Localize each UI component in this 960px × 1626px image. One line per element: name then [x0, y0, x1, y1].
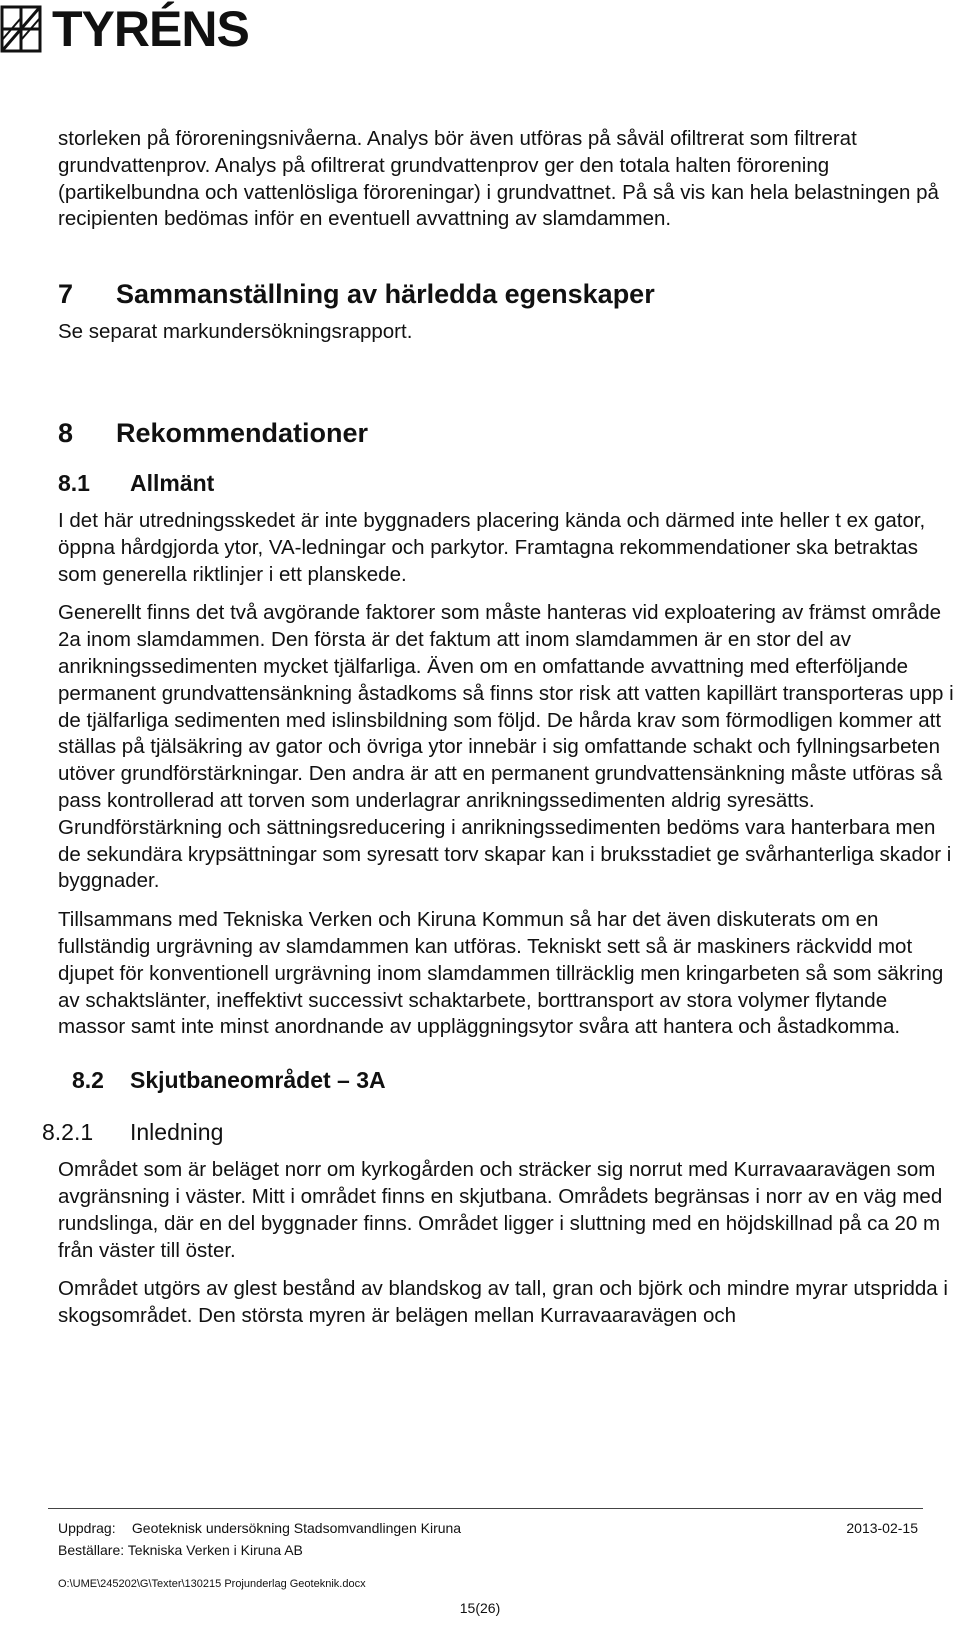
tyrens-logo-icon — [0, 5, 42, 53]
document-body — [42, 126, 958, 1342]
footer-page-number: 15(26) — [459, 1600, 501, 1616]
section-7-number: 7 — [58, 279, 74, 310]
section-8-2-1-title: Inledning — [130, 1119, 224, 1146]
section-8-1-heading — [58, 468, 958, 498]
section-7-heading — [58, 277, 958, 311]
footer-assignment — [58, 1520, 461, 1536]
footer-client-label: Beställare: — [58, 1542, 125, 1558]
footer-date: 2013-02-15 — [846, 1520, 918, 1536]
section-8-1-paragraph-1: I det här utredningsskedet är inte byggnaders placering kända och därmed inte heller t ex gator, öppna hårdgjorda ytor, VA-ledningar och parkytor. Framtagna rekommendationer ska betraktas som generella riktlinjer i ett planskede. — [58, 508, 926, 586]
footer-file-path: O:\UME\245202\G\Texter\130215 Projunderlag Geoteknik.docx — [58, 1578, 366, 1590]
tyrens-logo — [0, 1, 249, 57]
section-8-2-heading — [72, 1065, 958, 1095]
section-8-2-1-paragraph-2: Området utgörs av glest bestånd av blandskog av tall, gran och björk och mindre myrar utspridda i skogsområdet. Den största myren är belägen mellan Kurravaaravägen och — [58, 1277, 948, 1328]
footer-client-value: Tekniska Verken i Kiruna AB — [127, 1542, 303, 1558]
section-8-2-title: Skjutbaneområdet – 3A — [130, 1067, 386, 1094]
section-8-2-1-heading — [42, 1117, 958, 1147]
section-8-number: 8 — [58, 417, 74, 448]
section-8-1-paragraph-3: Tillsammans med Tekniska Verken och Kiruna Kommun så har det även diskuterats om en fullständig urgrävning av slamdammen kan utföras. Tekniskt sett så är maskiners räckvidd mot djupet för konventionell urgrävning inom slamdammen tillräcklig men kringarbeten så som säkring av schaktslänter, ineffektivt successivt schaktarbete, borttransport av stora volymer flytande massor samt inte minst anordnande av uppläggningsytor svåra att hantera och åstadkomma. — [58, 908, 944, 1039]
footer-divider — [48, 1508, 923, 1509]
section-8-2-number: 8.2 — [72, 1067, 104, 1094]
logo-wordmark: TYRÉNS — [52, 1, 249, 57]
footer-assignment-label: Uppdrag: — [58, 1520, 116, 1536]
section-7-text: Se separat markundersökningsrapport. — [58, 320, 413, 344]
section-8-heading — [58, 416, 958, 450]
section-7-title: Sammanställning av härledda egenskaper — [116, 279, 655, 310]
section-8-title: Rekommendationer — [116, 417, 369, 448]
section-8-1-title: Allmänt — [130, 469, 215, 496]
section-8-1-number: 8.1 — [58, 469, 90, 496]
footer-client — [58, 1542, 303, 1558]
section-8-1-paragraph-2: Generellt finns det två avgörande faktorer som måste hanteras vid exploatering av främst område 2a inom slamdammen. Den första är det faktum att inom slamdammen är en stor del av anrikningssedimenten mycket tjälfarliga. Även om en omfattande avvattning med efterföljande permanent grundvattensänkning åstadkoms så finns stor risk att vatten kapillärt transporteras upp i de tjälfarliga sedimenten med islinsbildning som följd. De hårda krav som förmodligen kommer att ställas på tjälsäkring av gator och övriga ytor innebär i sig omfattande schakt och fyllningsarbeten utöver grundförstärkningar. Den andra är att en permanent grundvattensänkning måste utföras så pass kontrollerad att torven som underlagrar anrikningssedimenten aldrig syresätts. Grundförstärkning och sättningsreducering i anrikningssedimenten bedöms vara hanterbara men de sekundära krypsättningar som syresatt torv skapar kan i bruksstadiet ge svårhanterliga skador i byggnader. — [58, 601, 954, 893]
section-8-2-1-paragraph-1: Området som är beläget norr om kyrkogården och sträcker sig norrut med Kurravaaravägen som avgränsning i väster. Mitt i området finns en skjutbana. Områdets begränsas i norr av en väg med rundslinga, där en del byggnader finns. Området ligger i sluttning med en höjdskillnad på ca 20 m från väster till öster. — [58, 1158, 943, 1262]
section-8-2-1-number: 8.2.1 — [42, 1119, 94, 1146]
footer-assignment-value: Geoteknisk undersökning Stadsomvandlingen Kiruna — [131, 1520, 462, 1536]
intro-paragraph: storleken på föroreningsnivåerna. Analys bör även utföras på såväl ofiltrerat som filtrerat grundvattenprov. Analys på ofiltrerat grundvattenprov ger den totala halten förorening (partikelbundna och vattenlösliga föroreningar) i grundvattnet. På så vis kan hela belastningen på recipienten bedömas inför en eventuell avvattning av slamdammen. — [58, 127, 939, 231]
